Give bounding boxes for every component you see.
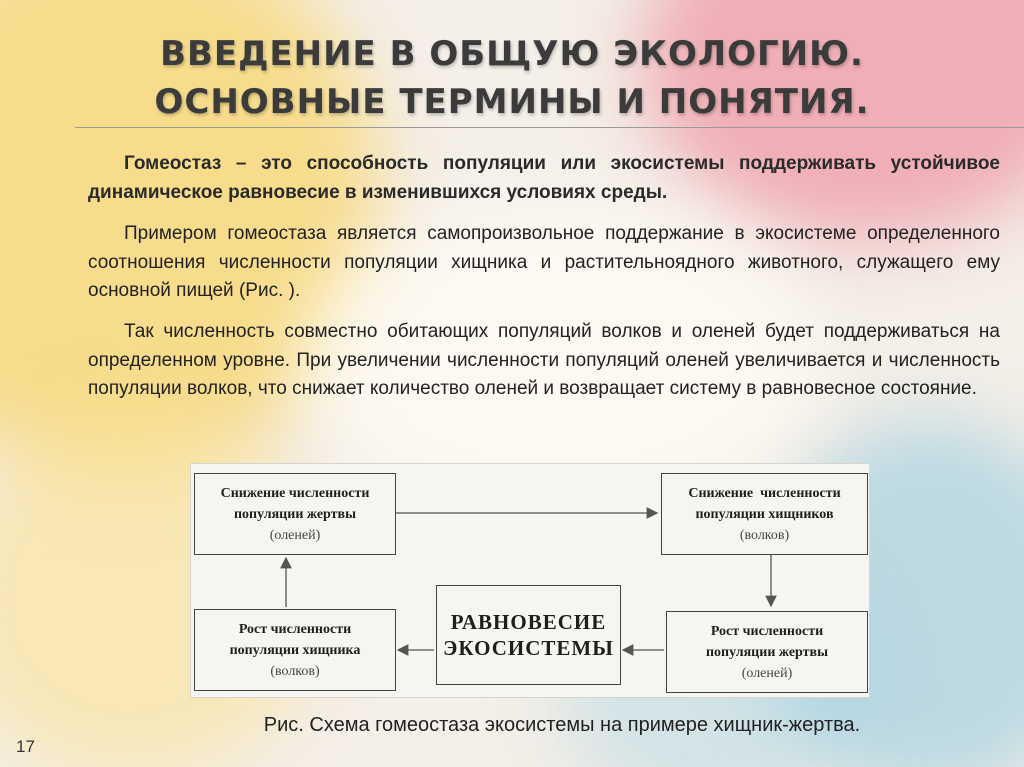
figure-caption: Рис. Схема гомеостаза экосистемы на примере хищник-жертва. <box>263 714 861 736</box>
box-label: популяции хищника <box>229 642 361 658</box>
example-paragraph: Примером гомеостаза является самопроизвольное поддержание в экосистеме определенного соотношения численности популяции хищника и растительноядного животного, служащего ему основной пищей (Рис. ). <box>88 223 1000 301</box>
definition-paragraph: Гомеостаз – это способность популяции или экосистемы поддерживать устойчивое динамическое равновесие в изменившихся условиях среды. <box>88 153 1000 203</box>
box-label: популяции жертвы <box>705 644 829 660</box>
box-predator-decline <box>661 473 868 555</box>
box-note: (оленей) <box>741 665 793 681</box>
box-predator-growth <box>194 609 396 691</box>
title-line-2: ОСНОВНЫЕ ТЕРМИНЫ И ПОНЯТИЯ. <box>154 82 870 122</box>
box-label: популяции жертвы <box>233 506 357 522</box>
title-divider <box>75 127 1024 128</box>
slide-title <box>0 30 1024 126</box>
box-note: (волков) <box>270 663 320 679</box>
box-label: ЭКОСИСТЕМЫ <box>443 636 614 660</box>
box-prey-decline <box>194 473 396 555</box>
box-prey-growth <box>666 611 868 693</box>
box-note: (волков) <box>739 527 790 543</box>
box-label: Снижение численности <box>220 485 370 501</box>
homeostasis-diagram <box>190 463 870 698</box>
box-label: популяции хищников <box>695 506 834 522</box>
page-number: 17 <box>16 737 35 756</box>
explanation-paragraph: Так численность совместно обитающих популяций волков и оленей будет поддерживаться на определенном уровне. При увеличении численности популяций оленей увеличивается и численность популяции волков, что снижает количество оленей и возвращает систему в равновесное состояние. <box>88 321 1000 399</box>
box-label: Рост численности <box>238 621 352 637</box>
box-label: Снижение численности <box>688 485 841 501</box>
box-label: РАВНОВЕСИЕ <box>450 610 607 634</box>
box-ecosystem-equilibrium <box>436 585 621 685</box>
title-line-1: ВВЕДЕНИЕ В ОБЩУЮ ЭКОЛОГИЮ. <box>160 34 864 74</box>
box-label: Рост численности <box>710 623 824 639</box>
box-note: (оленей) <box>269 527 321 543</box>
